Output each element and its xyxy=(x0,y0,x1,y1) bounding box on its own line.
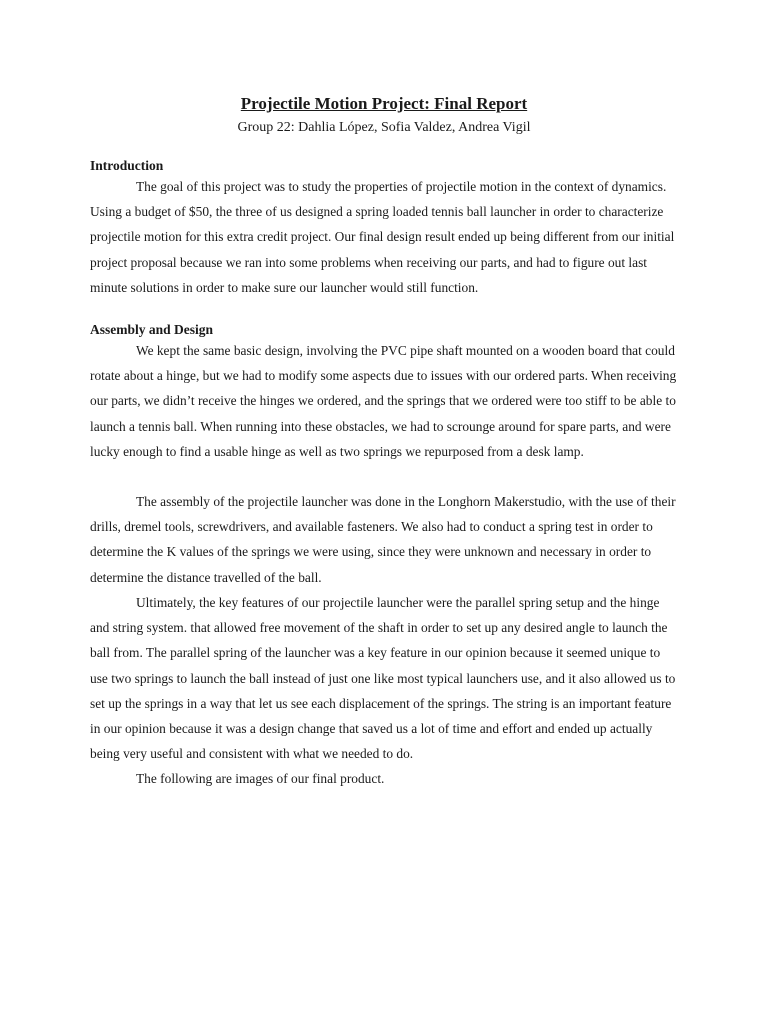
document-title: Projectile Motion Project: Final Report xyxy=(240,94,528,113)
introduction-paragraph: The goal of this project was to study the properties of projectile motion in the context of dynamics. Using a budget of $50, the three of us designed a spring loaded tennis ball launcher in order to characterize projectile motion for this extra credit project. Our final design result ended up being different from our initial project proposal because we ran into some problems when receiving our parts, and had to figure out last minute solutions in order to make sure our launcher would still function. xyxy=(90,179,675,295)
assembly-paragraph-1: We kept the same basic design, involving the PVC pipe shaft mounted on a wooden board that could rotate about a hinge, but we had to modify some aspects due to issues with our ordered parts. When receiving our parts, we didn’t receive the hinges we ordered, and the springs that we ordered were too stiff to be able to launch a tennis ball. When running into these obstacles, we had to scrounge around for spare parts, and were lucky enough to find a usable hinge as well as two springs we repurposed from a desk lamp. xyxy=(90,343,677,459)
assembly-paragraph-4: The following are images of our final product. xyxy=(136,771,385,786)
section-heading-assembly-and-design: Assembly and Design xyxy=(90,322,214,337)
assembly-paragraph-3: Ultimately, the key features of our projectile launcher were the parallel spring setup and the hinge and string system. that allowed free movement of the shaft in order to set up any desired angle to launch the ball from. The parallel spring of the launcher was a key feature in our opinion because it seemed unique to use two springs to launch the ball instead of just one like most typical launchers use, and it also allowed us to set up the springs in a way that let us see each displacement of the springs. The string is an important feature in our opinion because it was a design change that saved us a lot of time and effort and ended up actually being very useful and consistent with what we needed to do. xyxy=(90,595,676,762)
assembly-paragraph-2: The assembly of the projectile launcher was done in the Longhorn Makerstudio, with the use of their drills, dremel tools, screwdrivers, and available fasteners. We also had to conduct a spring test in order to determine the K values of the springs we were using, since they were unknown and necessary in order to determine the distance travelled of the ball. xyxy=(90,494,676,585)
section-heading-introduction: Introduction xyxy=(90,158,164,173)
document-authors: Group 22: Dahlia López, Sofia Valdez, Andrea Vigil xyxy=(237,120,531,135)
